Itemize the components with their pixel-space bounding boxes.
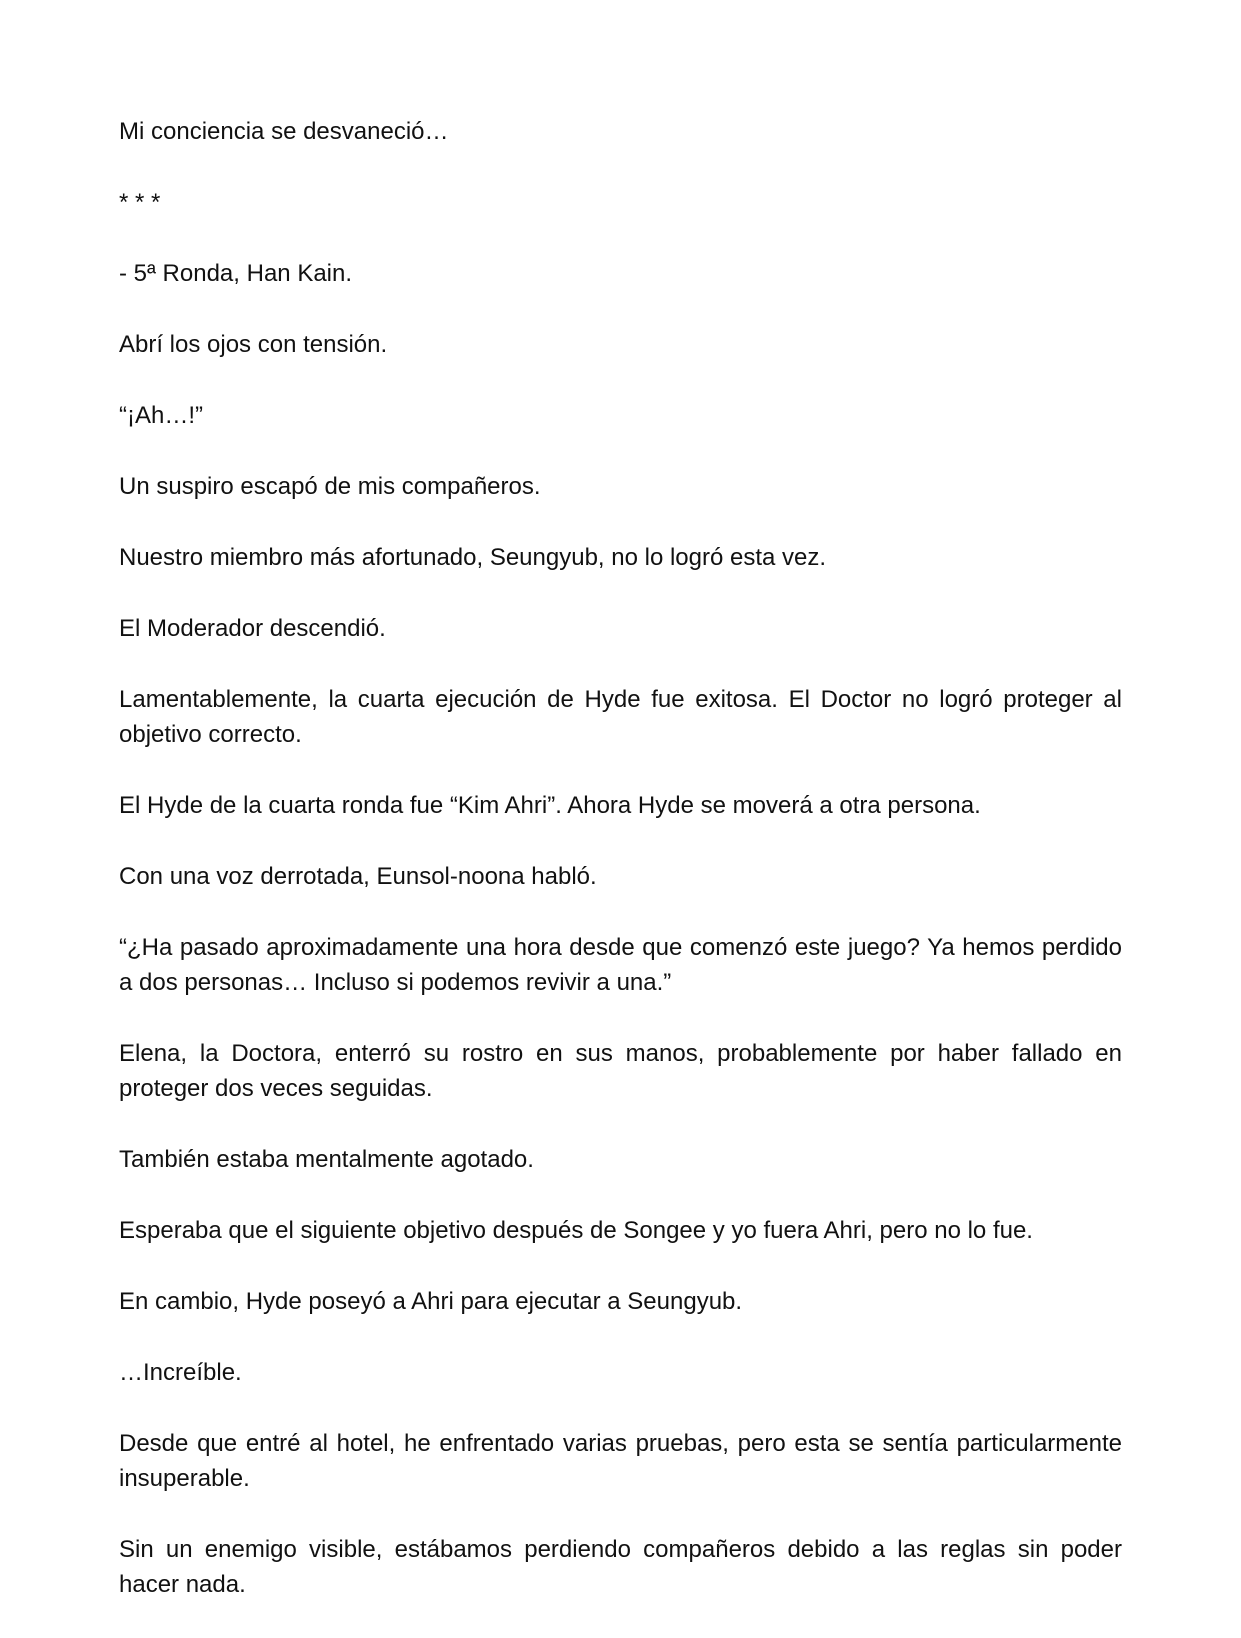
dialogue: “¿Ha pasado aproximadamente una hora desde que comenzó este juego? Ya hemos perdido a dos personas… Incluso si podemos revivir a una.” xyxy=(119,934,1122,996)
paragraph: En cambio, Hyde poseyó a Ahri para ejecutar a Seungyub. xyxy=(119,1288,743,1315)
paragraph: Esperaba que el siguiente objetivo después de Songee y yo fuera Ahri, pero no lo fue. xyxy=(119,1217,1033,1244)
paragraph: Un suspiro escapó de mis compañeros. xyxy=(119,473,541,500)
dialogue: “¡Ah…!” xyxy=(119,402,203,429)
paragraph: Desde que entré al hotel, he enfrentado varias pruebas, pero esta se sentía particularmente insuperable. xyxy=(119,1430,1122,1492)
paragraph: - 5ª Ronda, Han Kain. xyxy=(119,260,353,287)
paragraph: Sin un enemigo visible, estábamos perdiendo compañeros debido a las reglas sin poder hacer nada. xyxy=(119,1536,1122,1598)
paragraph: Nuestro miembro más afortunado, Seungyub, no lo logró esta vez. xyxy=(119,544,827,571)
paragraph: …Increíble. xyxy=(119,1359,242,1386)
scene-break: * * * xyxy=(119,189,161,216)
paragraph: Con una voz derrotada, Eunsol-noona habló. xyxy=(119,863,597,890)
document-body xyxy=(119,114,1122,1638)
paragraph: Abrí los ojos con tensión. xyxy=(119,331,388,358)
paragraph: Mi conciencia se desvaneció… xyxy=(119,118,449,145)
paragraph: El Hyde de la cuarta ronda fue “Kim Ahri”. Ahora Hyde se moverá a otra persona. xyxy=(119,792,981,819)
paragraph: Elena, la Doctora, enterró su rostro en sus manos, probablemente por haber fallado en proteger dos veces seguidas. xyxy=(119,1040,1122,1102)
paragraph: Lamentablemente, la cuarta ejecución de Hyde fue exitosa. El Doctor no logró proteger al objetivo correcto. xyxy=(119,686,1122,748)
paragraph: También estaba mentalmente agotado. xyxy=(119,1146,534,1173)
paragraph: El Moderador descendió. xyxy=(119,615,386,642)
